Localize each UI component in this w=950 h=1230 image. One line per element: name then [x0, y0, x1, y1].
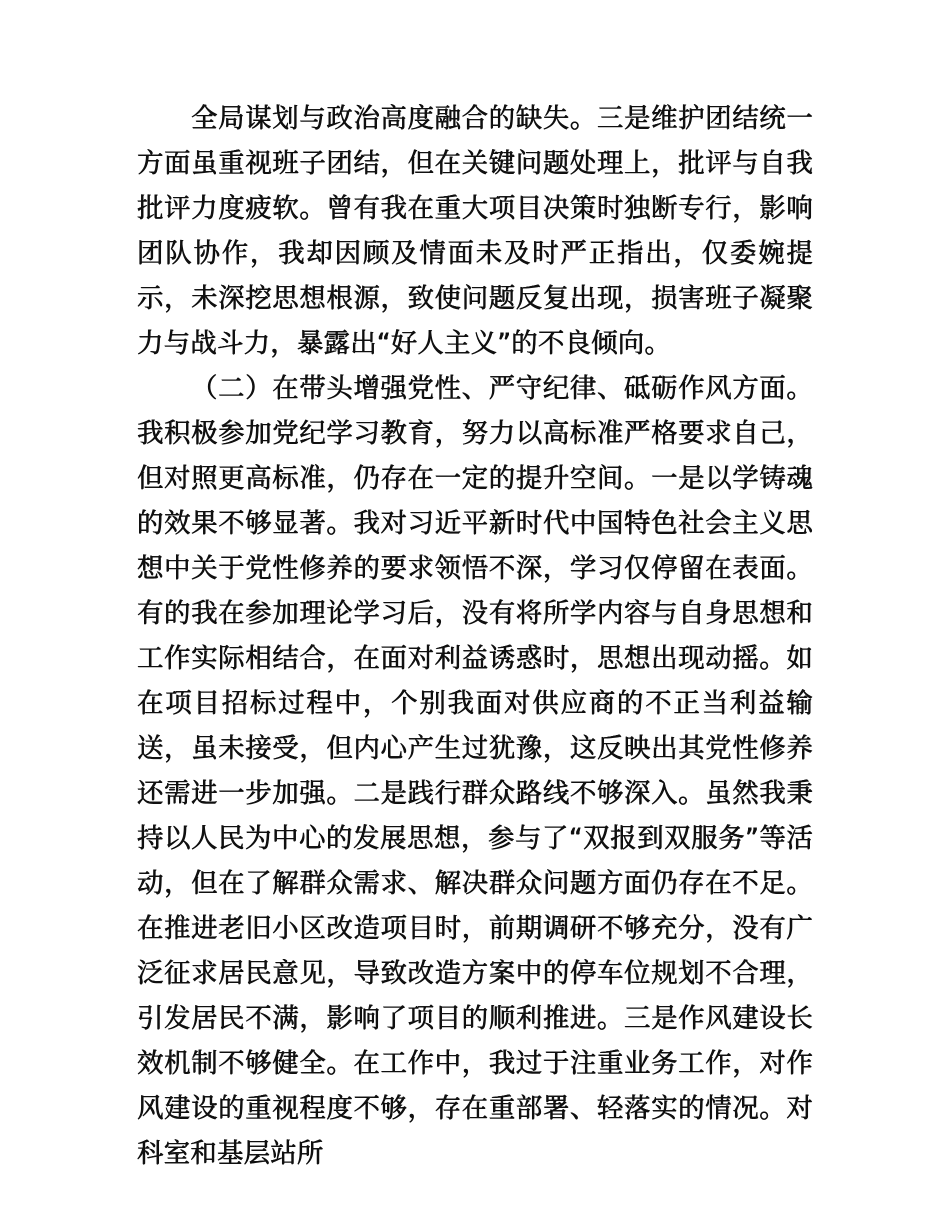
- page-text-body: [137, 96, 813, 1176]
- paragraph-2: （二）在带头增强党性、严守纪律、砥砺作风方面。我积极参加党纪学习教育，努力以高标准严格要求自己，但对照更高标准，仍存在一定的提升空间。一是以学铸魂的效果不够显著。我对习近平新时代中国特色社会主义思想中关于党性修养的要求领悟不深，学习仅停留在表面。有的我在参加理论学习后，没有将所学内容与自身思想和工作实际相结合，在面对利益诱惑时，思想出现动摇。如在项目招标过程中，个别我面对供应商的不正当利益输送，虽未接受，但内心产生过犹豫，这反映出其党性修养还需进一步加强。二是践行群众路线不够深入。虽然我秉持以人民为中心的发展思想，参与了“双报到双服务”等活动，但在了解群众需求、解决群众问题方面仍存在不足。在推进老旧小区改造项目时，前期调研不够充分，没有广泛征求居民意见，导致改造方案中的停车位规划不合理，引发居民不满，影响了项目的顺利推进。三是作风建设长效机制不够健全。在工作中，我过于注重业务工作，对作风建设的重视程度不够，存在重部署、轻落实的情况。对科室和基层站所: [137, 373, 813, 1169]
- paragraph-1: 全局谋划与政治高度融合的缺失。三是维护团结统一方面虽重视班子团结，但在关键问题处理上，批评与自我批评力度疲软。曾有我在重大项目决策时独断专行，影响团队协作，我却因顾及情面未及时严正指出，仅委婉提示，未深挖思想根源，致使问题反复出现，损害班子凝聚力与战斗力，暴露出“好人主义”的不良倾向。: [137, 103, 813, 359]
